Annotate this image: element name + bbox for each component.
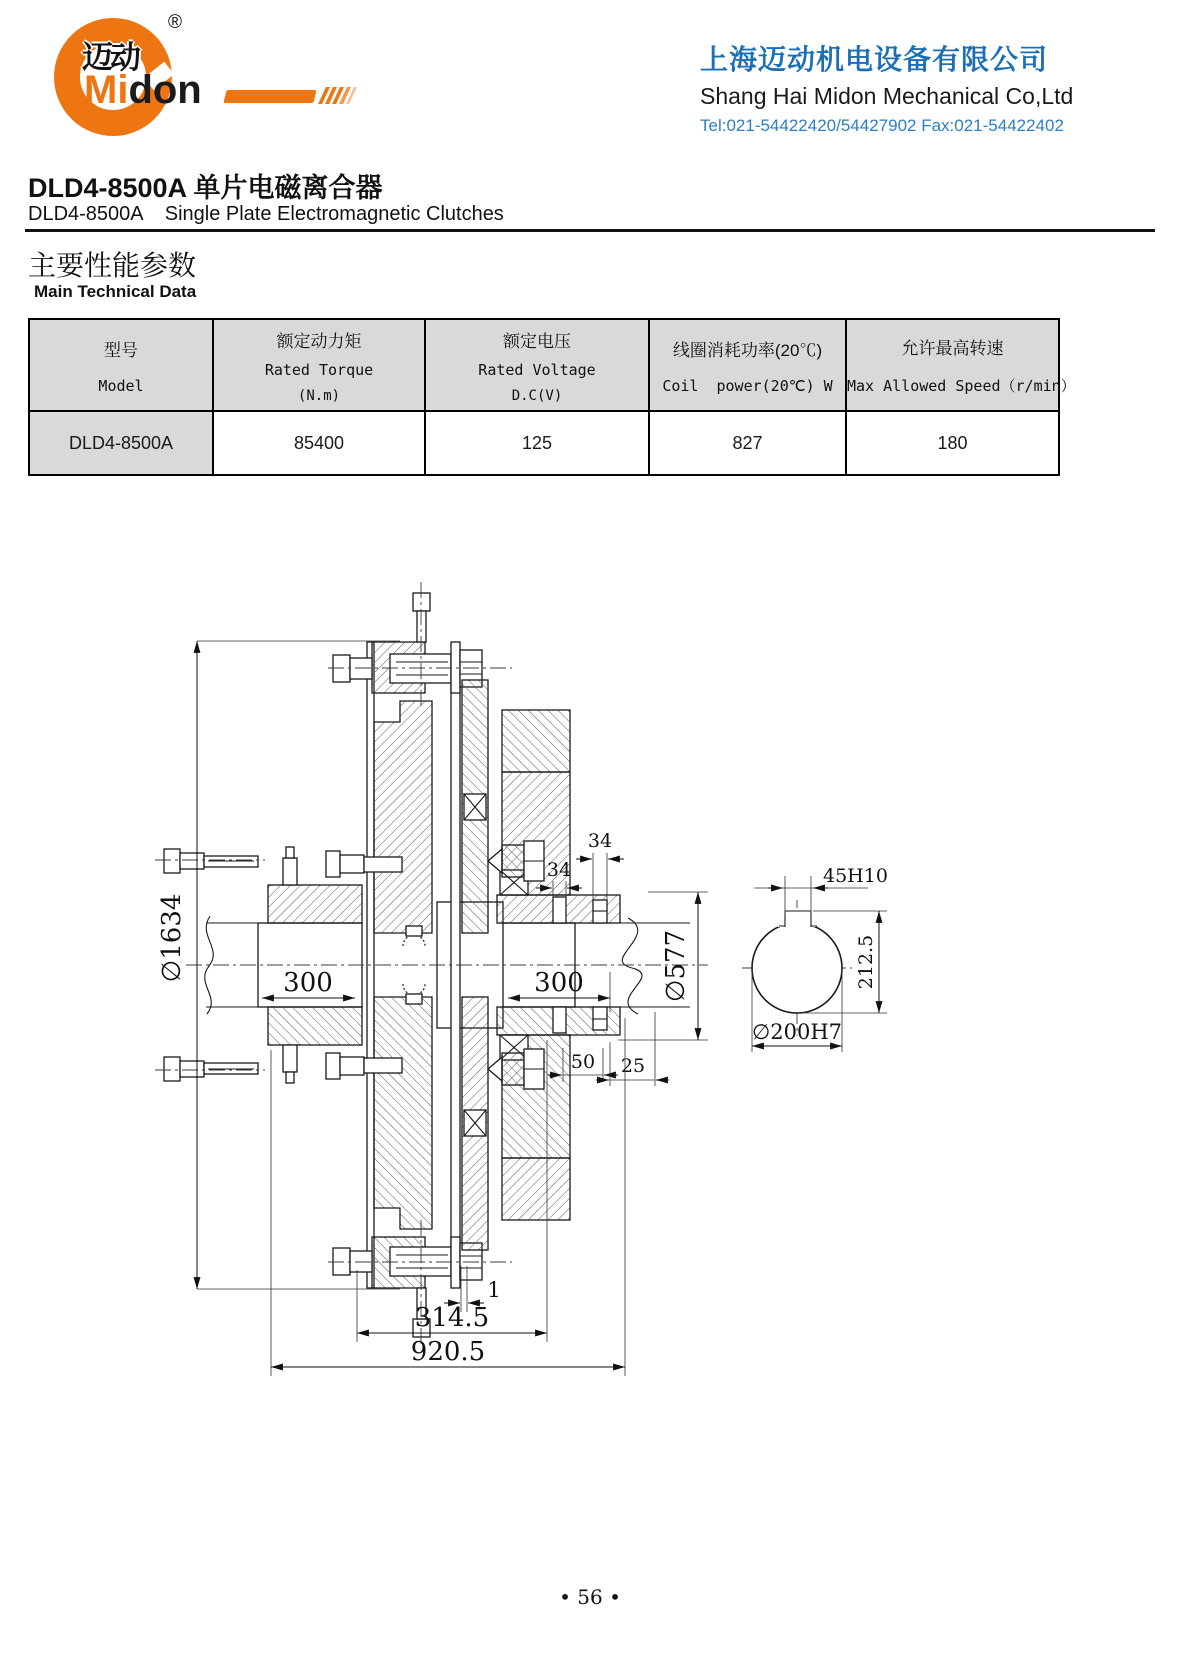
- dim-hub-length-right: 300: [534, 968, 584, 998]
- logo-slash-marks: [322, 87, 356, 109]
- dim-length-inner: 314.5: [414, 1303, 490, 1333]
- company-name-cn: 上海迈动机电设备有限公司: [700, 44, 1049, 75]
- dim-gap-1: 1: [487, 1278, 501, 1302]
- dim-overall-diameter: ∅1634: [157, 893, 187, 983]
- spec-table-header-row: [29, 319, 1059, 411]
- cell-coil-power: 827: [649, 411, 846, 475]
- logo-brand-cn: [82, 32, 138, 75]
- header-coil-power: [649, 319, 846, 411]
- dim-50: 50: [570, 1051, 596, 1073]
- registered-trademark-icon: ®: [168, 12, 182, 33]
- logo-word-mi: Mi: [84, 68, 129, 112]
- dim-hub-length-left: 300: [283, 968, 333, 998]
- title-divider: [25, 229, 1155, 232]
- assembly-top-half: [164, 593, 620, 946]
- header-rated-torque: [213, 319, 425, 411]
- cell-rated-torque: 85400: [213, 411, 425, 475]
- midon-logo: [40, 10, 370, 140]
- header-model-en: Model: [98, 376, 144, 395]
- logo-brand-cn-text: 迈动: [82, 40, 138, 75]
- header-voltage-en: Rated Voltage: [478, 360, 596, 379]
- dim-34-b: 34: [587, 830, 613, 852]
- section-heading-cn: 主要性能参数: [28, 250, 197, 281]
- company-name-en: Shang Hai Midon Mechanical Co,Ltd: [700, 83, 1074, 109]
- product-subtitle-en: DLD4-8500A Single Plate Electromagnetic Clutches: [28, 203, 504, 225]
- header-model: [29, 319, 213, 411]
- header-voltage-unit: D.C(V): [511, 387, 563, 404]
- company-contact: Tel:021-54422420/54427902 Fax:021-54422402: [700, 116, 1064, 135]
- company-header: [700, 38, 1073, 136]
- header-speed-cn: 允许最高转速: [901, 339, 1004, 358]
- dim-34-a: 34: [546, 859, 572, 881]
- dim-keyway-depth: 212.5: [855, 934, 877, 990]
- logo-wordmark: [84, 68, 202, 113]
- product-title-cn: DLD4-8500A 单片电磁离合器: [28, 173, 383, 203]
- header-rated-voltage: [425, 319, 649, 411]
- header-torque-cn: 额定动力矩: [276, 331, 362, 351]
- header-model-cn: 型号: [104, 340, 138, 360]
- header-coil-en: Coil power(20℃) W: [662, 376, 833, 395]
- spec-table: [28, 318, 1076, 476]
- dim-25: 25: [620, 1055, 646, 1077]
- logo-word-don: don: [128, 68, 202, 112]
- spec-table-data-row: [29, 411, 1059, 475]
- section-heading-en: Main Technical Data: [34, 282, 197, 301]
- dim-shaft-diameter: ∅577: [661, 929, 691, 1003]
- header-max-speed: [846, 319, 1076, 411]
- dim-length-overall: 920.5: [410, 1337, 486, 1367]
- page-number: • 56 •: [559, 1585, 621, 1609]
- header-speed-en: Max Allowed Speed（r/min）: [847, 377, 1076, 395]
- cell-rated-voltage: 125: [425, 411, 649, 475]
- logo-tail-bar: [223, 90, 316, 103]
- cell-max-speed: 180: [846, 411, 1059, 475]
- keyway-detail: [752, 908, 842, 1013]
- header-voltage-cn: 额定电压: [503, 331, 571, 351]
- cell-model: DLD4-8500A: [29, 411, 213, 475]
- clutch-cross-section-drawing: [150, 570, 890, 1430]
- header-torque-unit: (N.m): [297, 387, 341, 404]
- header-coil-cn: 线圈消耗功率(20℃): [672, 340, 823, 360]
- dim-bore-diameter: ∅200H7: [751, 1020, 843, 1044]
- header-torque-en: Rated Torque: [264, 360, 374, 379]
- dim-keyway-width: 45H10: [823, 865, 888, 887]
